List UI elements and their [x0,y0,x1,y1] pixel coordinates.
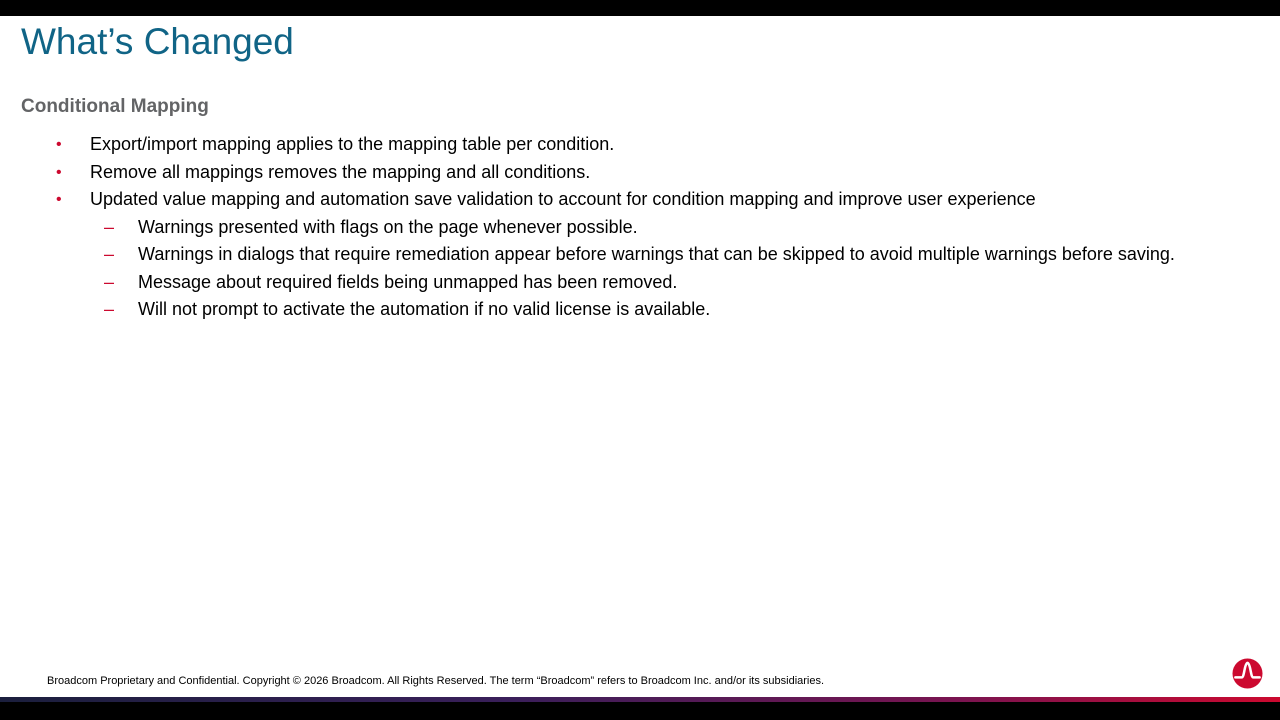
broadcom-logo-icon [1232,658,1263,689]
sub-bullet-marker: – [104,271,115,292]
bullet-marker: • [56,191,62,208]
sub-bullet-marker: – [104,216,115,237]
slide-title: What’s Changed [21,21,294,62]
footer-copyright: Broadcom Proprietary and Confidential. Copyright © 2026 Broadcom. All Rights Reserved. The term “Broadcom” refers to Broadcom Inc. and/or its subsidiaries. [47,675,825,687]
sub-bullet-text: Warnings in dialogs that require remediation appear before warnings that can be skipped to avoid multiple warnings before saving. [138,244,1175,264]
bullet-item [0,186,1280,214]
sub-bullet-item [0,241,1280,269]
section-heading: Conditional Mapping [21,96,209,117]
sub-bullet-item [0,296,1280,324]
bullet-list [0,131,1280,324]
bullet-text: Updated value mapping and automation save validation to account for condition mapping and improve user experience [90,189,1036,209]
bullet-marker: • [56,163,62,181]
sub-bullet-marker: – [104,299,115,319]
bullet-text: Remove all mappings removes the mapping and all conditions. [90,161,591,182]
bullet-text: Export/import mapping applies to the mapping table per condition. [90,134,615,154]
sub-bullet-item [0,269,1280,297]
slide [0,16,1280,697]
sub-bullet-text: Warnings presented with flags on the page whenever possible. [138,216,638,237]
bullet-item [0,159,1280,187]
bottom-accent-bar [0,697,1280,702]
bullet-item [0,131,1280,159]
bullet-marker: • [56,136,62,153]
sub-bullet-text: Will not prompt to activate the automation if no valid license is available. [138,299,711,319]
sub-bullet-marker: – [104,244,115,264]
sub-bullet-text: Message about required fields being unmapped has been removed. [138,271,678,292]
sub-bullet-item [0,214,1280,242]
